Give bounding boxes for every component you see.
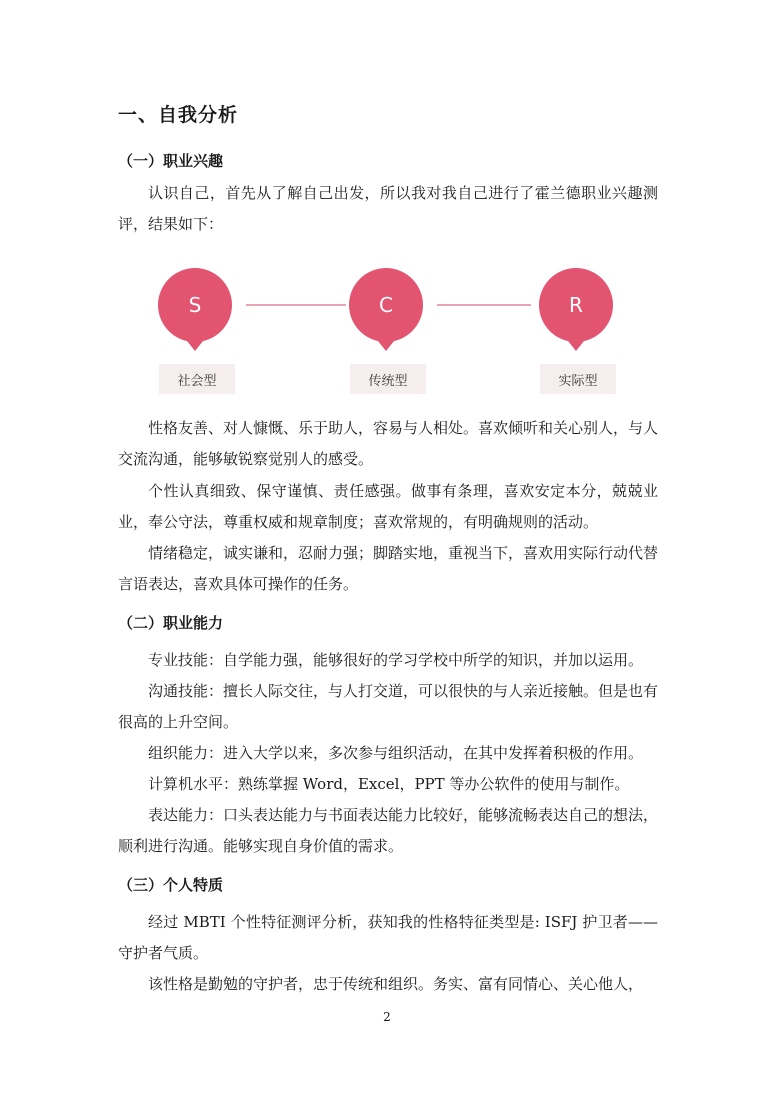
paragraph-ability-professional: 专业技能：自学能力强，能够很好的学习学校中所学的知识，并加以运用。 xyxy=(148,651,644,669)
paragraph-trait-social: 性格友善、对人慷慨、乐于助人，容易与人相处。喜欢倾听和关心别人，与人交流沟通，能够敏锐察觉别人的感受。 xyxy=(118,419,659,468)
connector-line xyxy=(246,304,346,306)
subsection-title-interest: （一）职业兴趣 xyxy=(118,152,224,170)
subsection-title-ability: （二）职业能力 xyxy=(118,614,224,632)
holland-circle: S xyxy=(158,268,232,342)
paragraph-interest-intro: 认识自己，首先从了解自己出发，所以我对我自己进行了霍兰德职业兴趣测评，结果如下： xyxy=(118,184,658,233)
paragraph-trait-conventional: 个性认真细致、保守谨慎、责任感强。做事有条理，喜欢安定本分，兢兢业业，奉公守法，尊重权威和规章制度；喜欢常规的，有明确规则的活动。 xyxy=(118,482,658,531)
page-number: 2 xyxy=(383,1010,391,1024)
connector-line xyxy=(437,304,531,306)
paragraph-ability-organization: 组织能力：进入大学以来，多次参与组织活动，在其中发挥着积极的作用。 xyxy=(148,744,644,762)
paragraph-trait-realistic: 情绪稳定，诚实谦和，忍耐力强；脚踏实地，重视当下，喜欢用实际行动代替言语表达，喜欢具体可操作的任务。 xyxy=(118,544,659,593)
section-title: 一、自我分析 xyxy=(118,104,239,126)
holland-label-r: 实际型 xyxy=(540,364,616,394)
paragraph-mbti-description: 该性格是勤勉的守护者，忠于传统和组织。务实、富有同情心、关心他人， xyxy=(148,975,644,993)
paragraph-mbti-result: 经过 MBTI 个性特征测评分析，获知我的性格特征类型是: ISFJ 护卫者——守护者气质。 xyxy=(118,913,658,962)
paragraph-ability-computer: 计算机水平：熟练掌握 Word，Excel，PPT 等办公软件的使用与制作。 xyxy=(148,775,630,793)
holland-label-s: 社会型 xyxy=(159,364,235,394)
holland-label-c: 传统型 xyxy=(350,364,426,394)
holland-code-diagram xyxy=(158,268,618,398)
holland-circle: R xyxy=(539,268,613,342)
holland-circle: C xyxy=(349,268,423,342)
subsection-title-traits: （三）个人特质 xyxy=(118,876,224,894)
holland-node-c xyxy=(349,268,425,342)
holland-node-r xyxy=(539,268,615,342)
paragraph-ability-expression: 表达能力：口头表达能力与书面表达能力比较好，能够流畅表达自己的想法，顺利进行沟通。能够实现自身价值的需求。 xyxy=(118,806,659,855)
holland-node-s xyxy=(158,268,234,342)
paragraph-ability-communication: 沟通技能：擅长人际交往，与人打交道，可以很快的与人亲近接触。但是也有很高的上升空间。 xyxy=(118,682,659,731)
